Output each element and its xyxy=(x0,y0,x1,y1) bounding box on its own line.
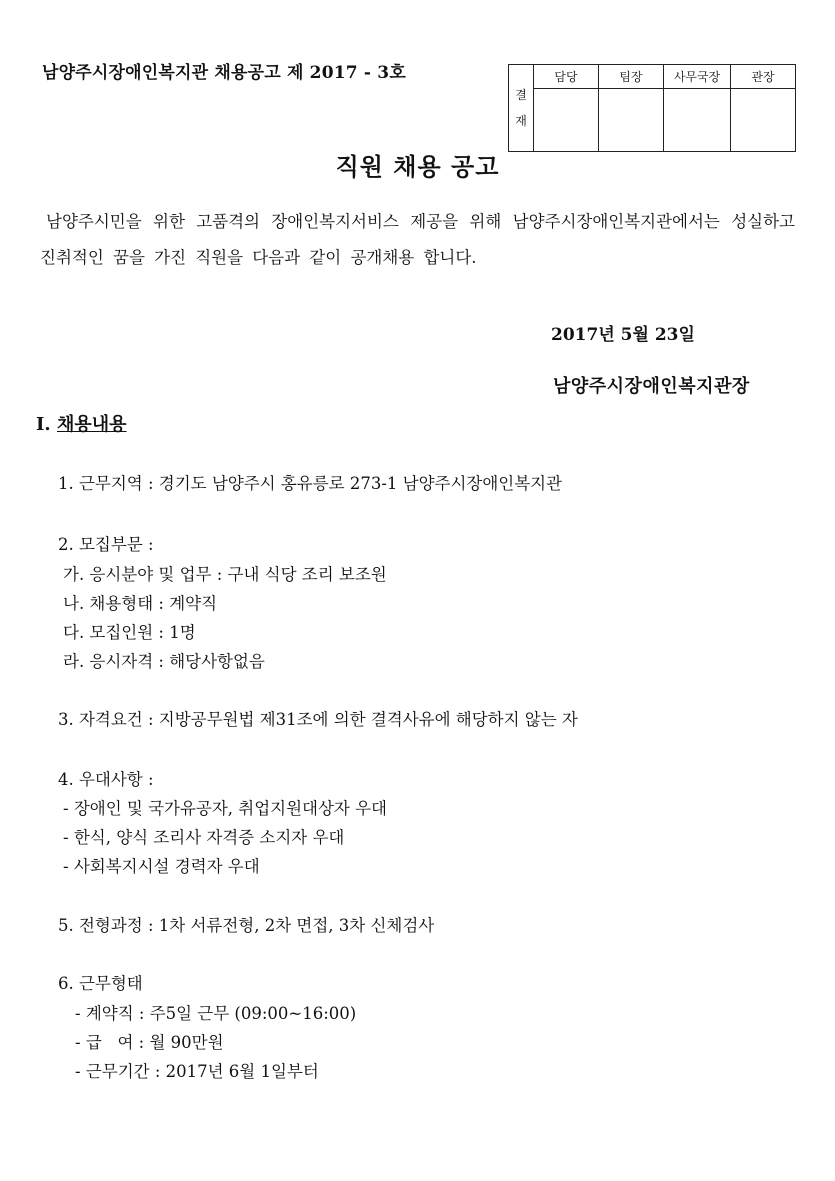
approval-sign-director xyxy=(731,89,796,152)
notice-number: 남양주시장애인복지관 채용공고 제 2017 - 3호 xyxy=(42,63,406,83)
notice-date: 2017년 5월 23일 xyxy=(551,325,695,345)
recruit-field: 가. 응시분야 및 업무 : 구내 식당 조리 보조원 xyxy=(63,565,387,584)
recruit-eligibility: 라. 응시자격 : 해당사항없음 xyxy=(63,652,265,671)
work-type-period: - 근무기간 : 2017년 6월 1일부터 xyxy=(75,1062,319,1081)
section-numeral: Ⅰ. xyxy=(36,414,51,435)
item-preference-heading: 4. 우대사항 : xyxy=(58,770,154,789)
approval-side-label-2: 재 xyxy=(515,114,527,128)
section-heading xyxy=(36,410,127,436)
section-title: 채용내용 xyxy=(56,414,127,435)
approval-sign-team-leader xyxy=(599,89,664,152)
approval-sign-secretary-general xyxy=(664,89,731,152)
recruit-employment-type: 나. 채용형태 : 계약직 xyxy=(63,594,218,613)
approval-table xyxy=(508,64,796,152)
approval-col-team-leader: 팀장 xyxy=(599,65,664,89)
approval-side-label xyxy=(509,65,534,152)
item-work-location: 1. 근무지역 : 경기도 남양주시 홍유릉로 273-1 남양주시장애인복지관 xyxy=(58,474,563,493)
item-process: 5. 전형과정 : 1차 서류전형, 2차 면접, 3차 신체검사 xyxy=(58,916,435,935)
item-recruit-heading: 2. 모집부문 : xyxy=(58,535,154,554)
item-qualification: 3. 자격요건 : 지방공무원법 제31조에 의한 결격사유에 해당하지 않는 자 xyxy=(58,710,578,729)
approval-col-director: 관장 xyxy=(731,65,796,89)
preference-item: - 한식, 양식 조리사 자격증 소지자 우대 xyxy=(63,828,345,847)
approval-side-label-1: 결 xyxy=(515,88,527,102)
issuer: 남양주시장애인복지관장 xyxy=(553,376,750,397)
page-title: 직원 채용 공고 xyxy=(335,153,500,181)
item-work-type-heading: 6. 근무형태 xyxy=(58,974,143,993)
preference-item: - 사회복지시설 경력자 우대 xyxy=(63,857,260,876)
approval-col-secretary-general: 사무국장 xyxy=(664,65,731,89)
intro-paragraph: 남양주시민을 위한 고품격의 장애인복지서비스 제공을 위해 남양주시장애인복지관에서는 성실하고 진취적인 꿈을 가진 직원을 다음과 같이 공개채용 합니다. xyxy=(40,212,795,267)
recruit-headcount: 다. 모집인원 : 1명 xyxy=(63,623,196,642)
approval-col-staff: 담당 xyxy=(534,65,599,89)
work-type-salary: - 급 여 : 월 90만원 xyxy=(75,1033,224,1052)
work-type-contract: - 계약직 : 주5일 근무 (09:00~16:00) xyxy=(75,1004,357,1023)
preference-item: - 장애인 및 국가유공자, 취업지원대상자 우대 xyxy=(63,799,387,818)
approval-sign-staff xyxy=(534,89,599,152)
